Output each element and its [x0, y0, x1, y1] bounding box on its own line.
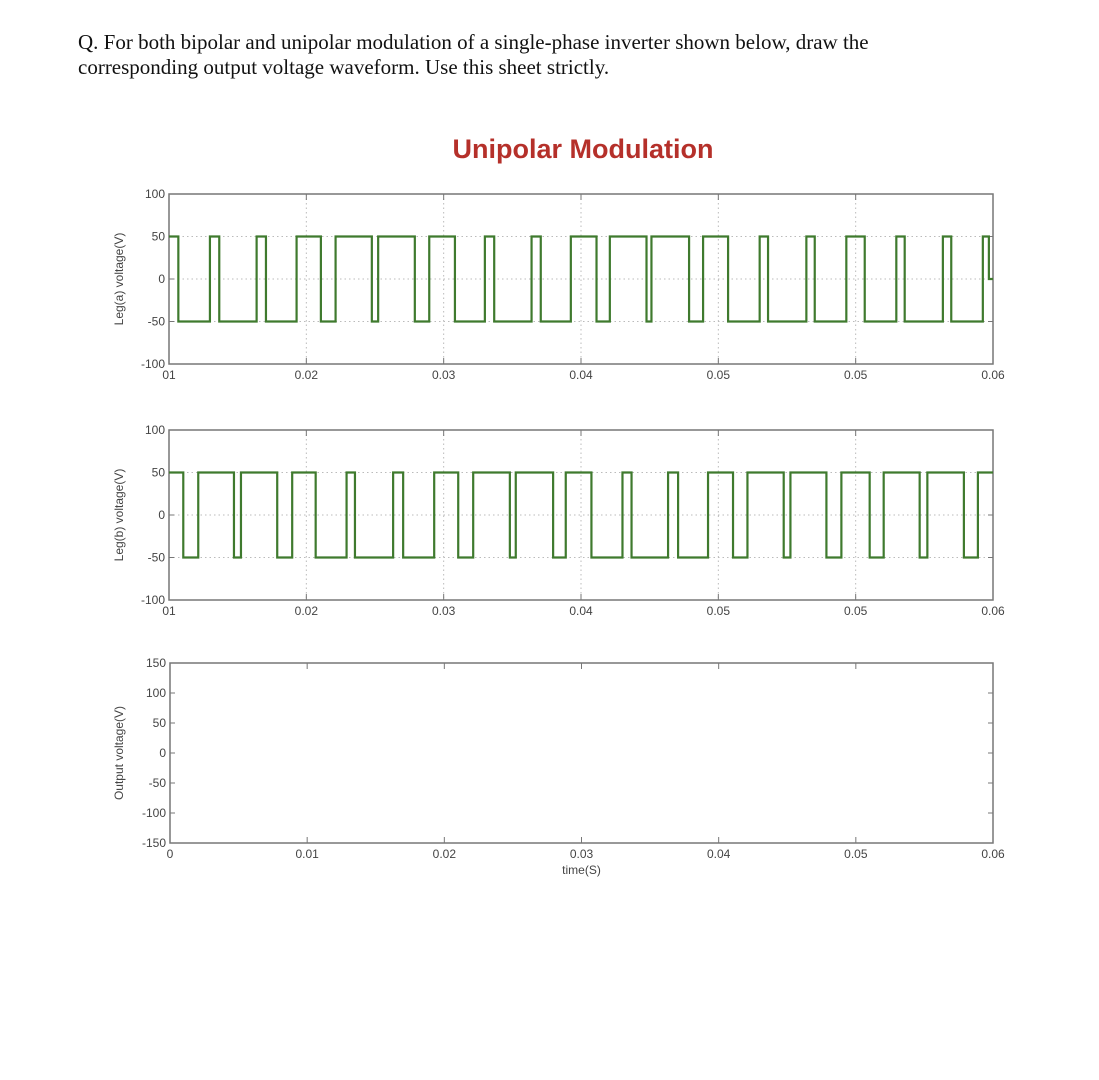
y-tick-label: -100: [140, 593, 165, 607]
x-tick-label: 0.02: [294, 604, 319, 618]
x-tick-label: 0.06: [981, 847, 1005, 861]
y-axis-label: Leg(a) voltage(V): [112, 232, 126, 326]
y-tick-label: -150: [141, 836, 166, 850]
x-tick-label: 0.03: [569, 847, 594, 861]
x-tick-label: 0: [166, 847, 174, 861]
y-tick-label: -100: [141, 806, 166, 820]
x-tick-label: 0.04: [569, 368, 593, 382]
y-tick-label: -50: [147, 550, 165, 565]
y-tick-label: 0: [158, 508, 165, 522]
x-tick-label: 0.05: [843, 368, 868, 382]
y-tick-label: 100: [144, 187, 165, 201]
y-tick-label: 150: [145, 656, 166, 670]
x-tick-label: 0.04: [706, 847, 731, 861]
question-line-2: corresponding output voltage waveform. Use this sheet strictly.: [78, 55, 610, 79]
x-tick-label: 0.05: [706, 604, 731, 618]
x-tick-label: 0.04: [569, 604, 593, 618]
y-tick-label: -50: [148, 776, 166, 790]
x-axis-label: time(S): [562, 863, 601, 877]
x-tick-label: 0.02: [432, 847, 457, 861]
chart-output: [112, 656, 1005, 877]
x-tick-label: 0.01: [295, 847, 319, 861]
y-tick-label: -50: [147, 314, 165, 329]
y-tick-label: -100: [140, 357, 165, 371]
x-tick-label: 0.05: [843, 604, 868, 618]
y-tick-label: 50: [151, 465, 165, 480]
y-tick-label: 0: [159, 746, 166, 760]
x-tick-label: 0.03: [431, 368, 456, 382]
chart-leg-a: [112, 187, 1005, 382]
x-tick-label: 0.05: [706, 368, 731, 382]
y-tick-label: 50: [152, 716, 166, 730]
x-tick-label: 0.06: [981, 604, 1005, 618]
y-axis-label: Output voltage(V): [112, 705, 126, 801]
x-tick-label: 01: [162, 604, 176, 618]
y-tick-label: 50: [151, 229, 165, 244]
chart-leg-b: [112, 423, 1005, 618]
y-tick-label: 100: [145, 686, 166, 700]
y-axis-label: Leg(b) voltage(V): [112, 468, 126, 562]
x-tick-label: 0.03: [431, 604, 456, 618]
y-tick-label: 100: [144, 423, 165, 437]
x-tick-label: 0.05: [844, 847, 868, 861]
axes-box: [170, 663, 993, 843]
y-tick-label: 0: [158, 272, 165, 286]
x-tick-label: 0.06: [981, 368, 1005, 382]
figure-title: Unipolar Modulation: [452, 134, 714, 164]
x-tick-label: 01: [162, 368, 176, 382]
x-tick-label: 0.02: [294, 368, 319, 382]
question-line-1: Q. For both bipolar and unipolar modulation of a single-phase inverter shown below, draw the: [78, 30, 869, 54]
